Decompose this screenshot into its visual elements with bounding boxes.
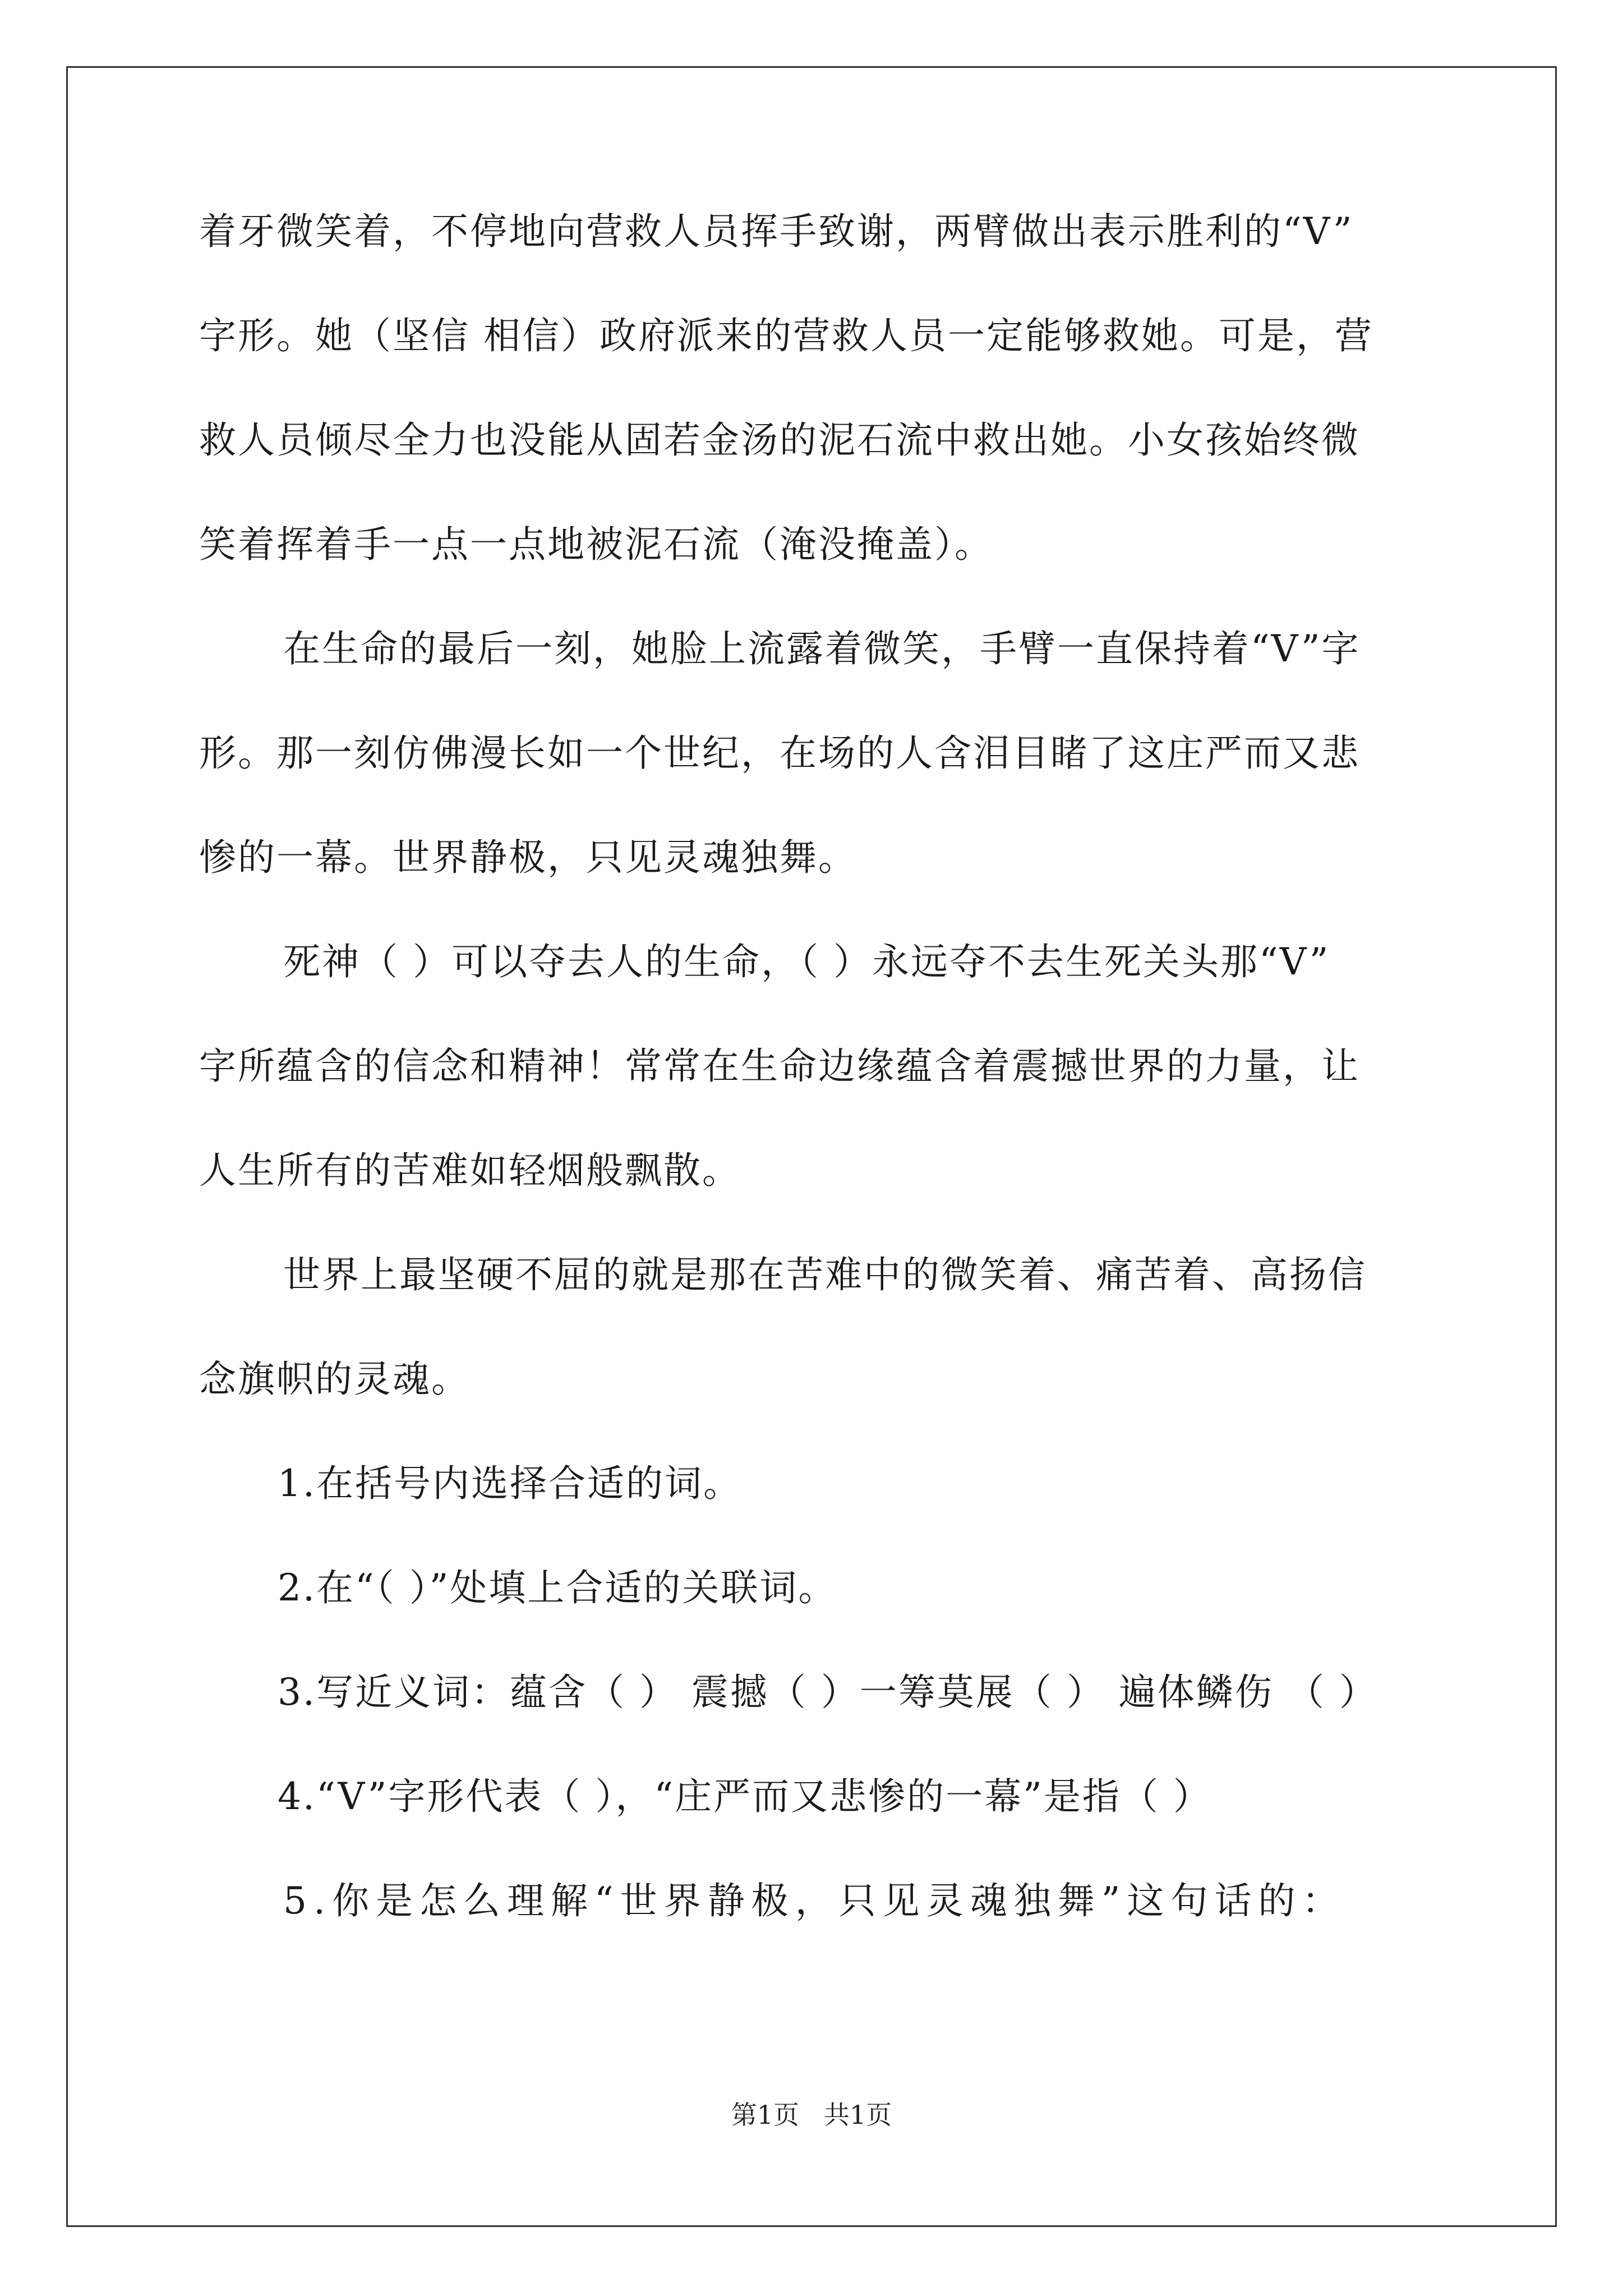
- page-number: 第1页: [731, 2100, 799, 2130]
- text-line: 世界上最坚硬不屈的就是那在苦难中的微笑着、痛苦着、高扬信: [283, 1253, 1367, 1296]
- text-line: 形。那一刻仿佛漫长如一个世纪，在场的人含泪目睹了这庄严而又悲: [199, 731, 1360, 775]
- question-5: 5.你是怎么理解“世界静极，只见灵魂独舞”这句话的：: [283, 1879, 1346, 1922]
- text-line: 人生所有的苦难如轻烟般飘散。: [199, 1149, 741, 1192]
- page-total: 共1页: [824, 2100, 892, 2130]
- text-line: 在生命的最后一刻，她脸上流露着微笑，手臂一直保持着“V”字: [283, 627, 1361, 670]
- text-line: 念旗帜的灵魂。: [199, 1358, 470, 1401]
- text-line: 惨的一幕。世界静极，只见灵魂独舞。: [199, 836, 857, 879]
- text-line: 死神（ ）可以夺去人的生命，（ ）永远夺不去生死关头那“V”: [283, 940, 1330, 983]
- page-footer: [0, 2098, 1623, 2132]
- question-3: 3.写近义词：蕴含（ ） 震撼（ ）一筹莫展（ ） 遍体鳞伤 （ ）: [278, 1671, 1378, 1714]
- document-body: [199, 208, 1433, 1981]
- text-line: 救人员倾尽全力也没能从固若金汤的泥石流中救出她。小女孩始终微: [199, 418, 1360, 462]
- text-line: 字所蕴含的信念和精神！常常在生命边缘蕴含着震撼世界的力量，让: [199, 1045, 1360, 1088]
- text-line: 着牙微笑着，不停地向营救人员挥手致谢，两臂做出表示胜利的“V”: [199, 210, 1354, 253]
- question-2: 2.在“（ ）”处填上合适的关联词。: [278, 1566, 837, 1609]
- question-1: 1.在括号内选择合适的词。: [278, 1462, 742, 1505]
- question-4: 4.“V”字形代表（ ），“庄严而又悲惨的一幕”是指（ ）: [278, 1775, 1212, 1818]
- text-line: 笑着挥着手一点一点地被泥石流（淹没掩盖）。: [199, 523, 993, 566]
- text-line: 字形。她（坚信 相信）政府派来的营救人员一定能够救她。可是，营: [199, 314, 1373, 357]
